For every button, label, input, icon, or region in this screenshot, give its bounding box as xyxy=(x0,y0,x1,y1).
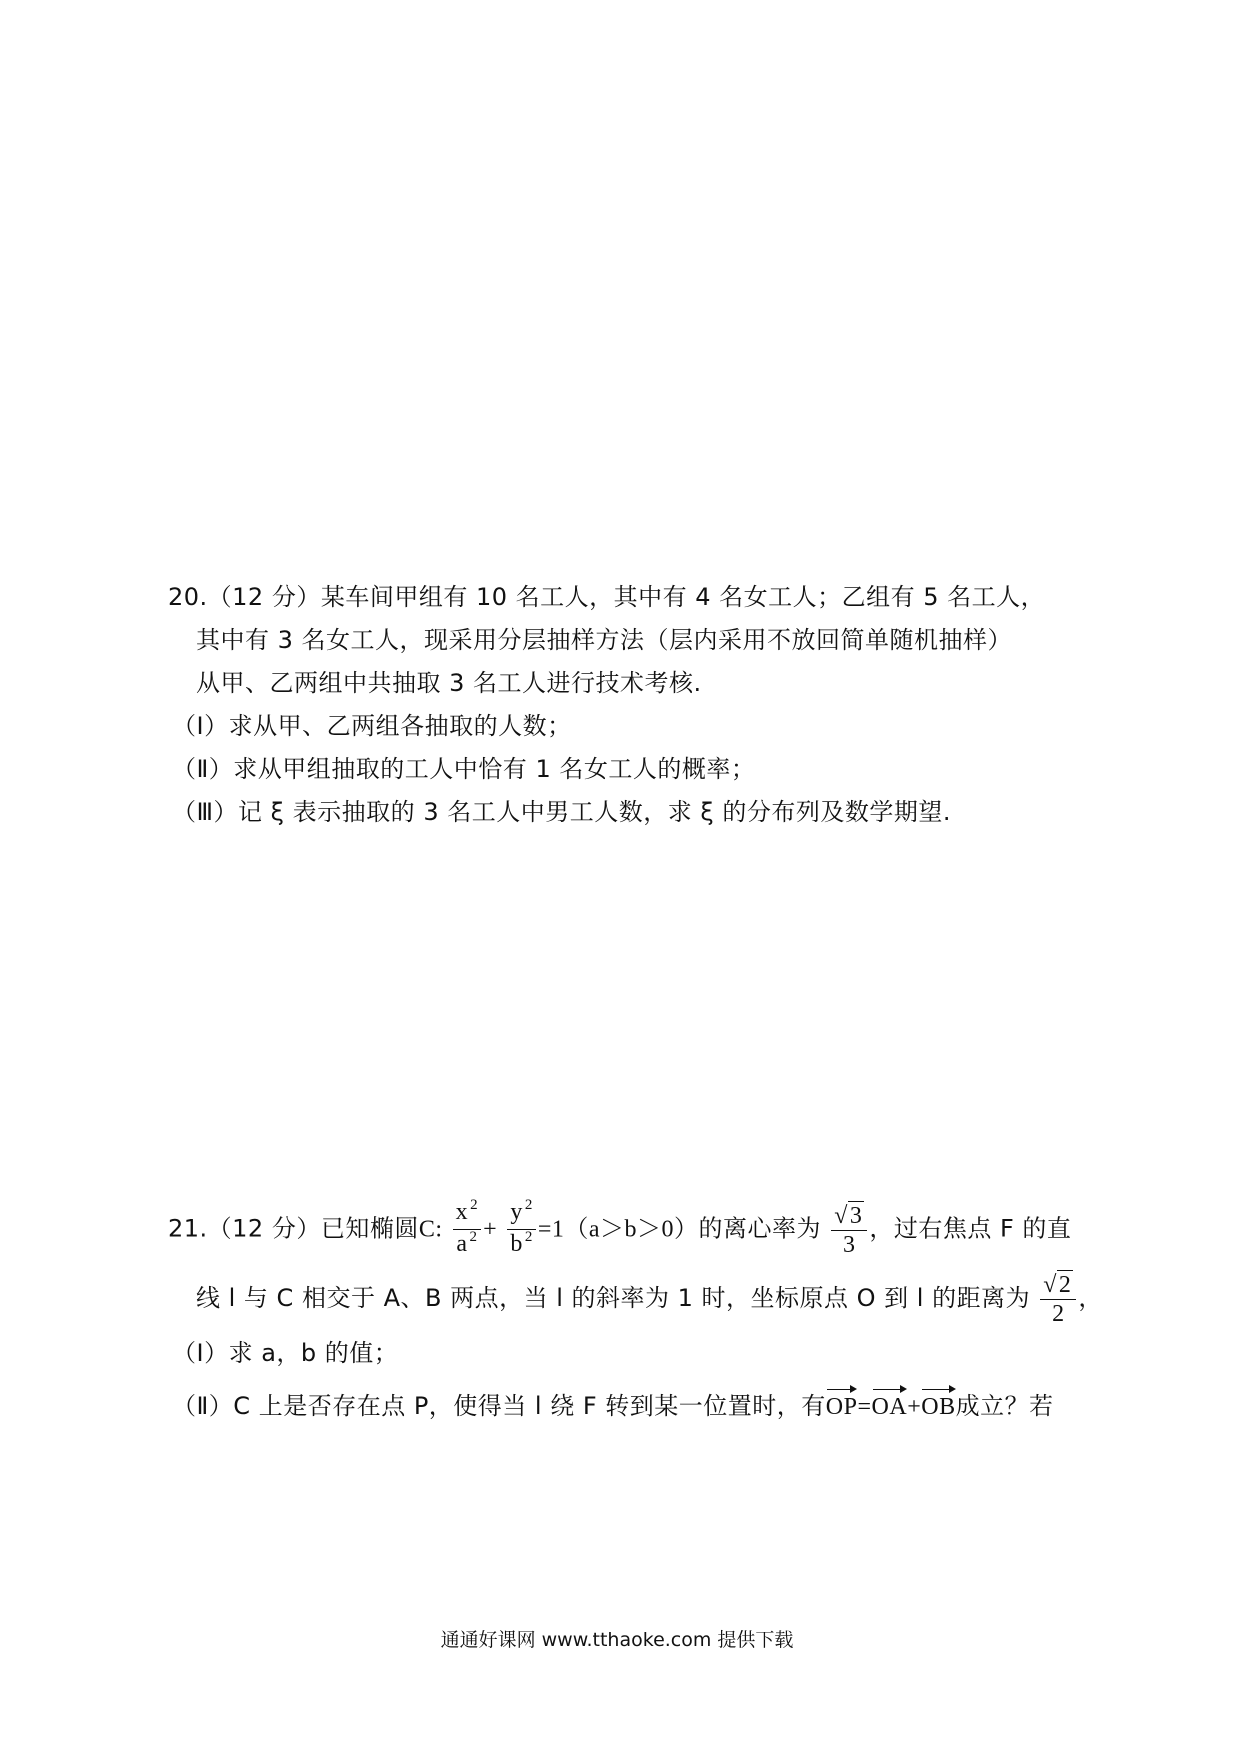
equals-sign: = xyxy=(857,1394,872,1420)
q20-line-2: 其中有 3 名女工人，现采用分层抽样方法（层内采用不放回简单随机抽样） xyxy=(196,626,1013,654)
q21-line-1 xyxy=(168,1198,1071,1261)
q21-part-2-text: （Ⅱ）C 上是否存在点 P，使得当 l 绕 F 转到某一位置时，有 xyxy=(172,1392,826,1420)
q21-line-2 xyxy=(196,1268,1103,1328)
q21-line-2-end: ， xyxy=(1078,1284,1103,1312)
q20-part-3: （Ⅲ）记 ξ 表示抽取的 3 名工人中男工人数，求 ξ 的分布列及数学期望. xyxy=(172,798,951,826)
q20-line-3: 从甲、乙两组中共抽取 3 名工人进行技术考核. xyxy=(196,669,702,697)
q21-part-1: （Ⅰ）求 a，b 的值； xyxy=(172,1339,399,1367)
plus-sign: + xyxy=(483,1216,498,1243)
y-fraction: $\frac{y ^2}{b ^2}$ xyxy=(507,1198,536,1261)
equation-condition: =1（a＞b＞0） xyxy=(537,1216,699,1243)
q20-part-1: （Ⅰ）求从甲、乙两组各抽取的人数； xyxy=(172,712,572,740)
vector-op: OP xyxy=(826,1391,858,1423)
x-fraction: $\frac{x ^2}{a ^2}$ xyxy=(453,1198,482,1261)
footer-credit: 通通好课网 www.tthaoke.com 提供下载 xyxy=(440,1629,794,1651)
q20-line-1: 20.（12 分）某车间甲组有 10 名工人，其中有 4 名女工人；乙组有 5 名工人， xyxy=(168,583,1046,611)
q21-line-2-text: 线 l 与 C 相交于 A、B 两点，当 l 的斜率为 1 时，坐标原点 O 到 l 的距离为 xyxy=(196,1284,1031,1312)
eccentricity-value: $\frac{√3}{3}$ xyxy=(831,1201,867,1259)
plus-sign-2: + xyxy=(907,1394,922,1420)
q21-part-2 xyxy=(172,1390,1054,1423)
distance-value: $\frac{√2}{2}$ xyxy=(1040,1270,1076,1328)
q21-prefix: 21.（12 分）已知椭圆 xyxy=(168,1214,419,1243)
vector-ob: OB xyxy=(921,1391,955,1423)
vector-oa: OA xyxy=(872,1391,908,1423)
q21-part-2-end: 成立？若 xyxy=(955,1392,1054,1420)
q20-part-2: （Ⅱ）求从甲组抽取的工人中恰有 1 名女工人的概率； xyxy=(172,755,756,783)
eccentricity-text: 的离心率为 xyxy=(698,1214,822,1243)
q21-after-ecc: ，过右焦点 F 的直 xyxy=(869,1214,1072,1243)
ellipse-name: C: xyxy=(418,1216,443,1243)
